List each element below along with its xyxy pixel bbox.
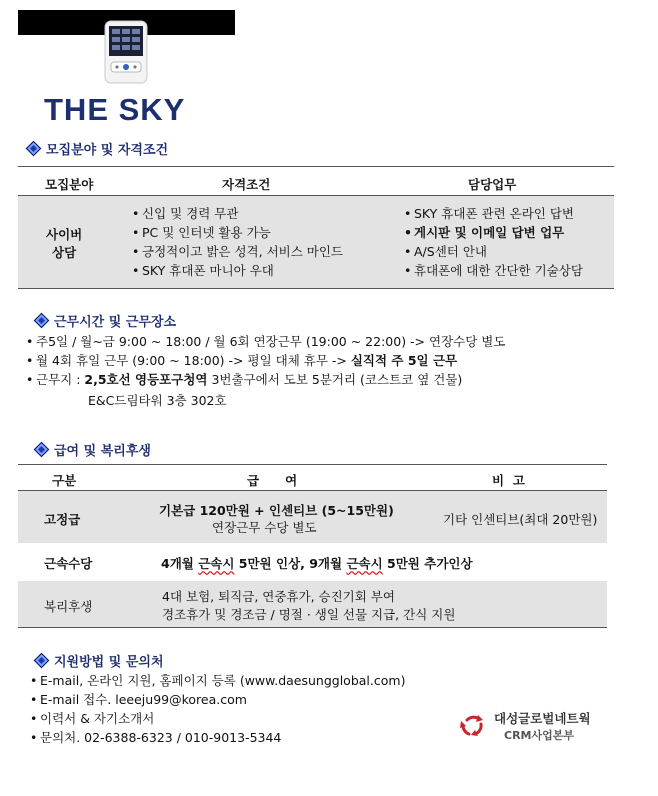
pay-row-label: 복리후생: [44, 599, 93, 614]
list-item: • 이력서 & 자기소개서: [30, 709, 405, 728]
field-line-2: 상담: [52, 245, 77, 260]
pay-fixed-note: 기타 인센티브(최대 20만원): [443, 512, 598, 527]
table-bottom-border: [18, 288, 614, 289]
benefits-line-1: 4대 보험, 퇴직금, 연중휴가, 승진기회 부여: [162, 589, 395, 604]
table-header-field: 모집분야: [45, 177, 94, 192]
hours-highlight: 실직적 주 5일 근무: [350, 353, 458, 368]
hours-list: [26, 332, 505, 389]
pay-table-bottom-border: [18, 627, 607, 628]
section-title-text: 모집분야 및 자격조건: [46, 143, 169, 158]
section-title-pay: [36, 440, 151, 459]
seniority-part: 5만원 추가인상: [382, 556, 473, 571]
seniority-part: 근속시: [198, 556, 235, 571]
table-header-qualification: 자격조건: [222, 177, 271, 192]
list-item: • 문의처. 02-6388-6323 / 010-9013-5344: [30, 728, 405, 747]
location-detail: 3번출구에서 도보 5분거리 (코스트코 옆 건물): [207, 372, 463, 387]
pay-row-seniority: [18, 543, 607, 581]
list-item: • A/S센터 안내: [404, 242, 583, 261]
list-item: • 게시판 및 이메일 답변 업무: [404, 223, 583, 242]
benefits-line-2: 경조휴가 및 경조금 / 명절 · 생일 선물 지급, 간식 지원: [162, 607, 456, 622]
brand-logo-text: THE SKY: [44, 92, 186, 127]
diamond-bullet-icon: [34, 313, 50, 329]
pay-row-fixed: [18, 491, 607, 543]
list-item: • E-mail 접수. leeeju99@korea.com: [30, 690, 405, 709]
section-title-text: 지원방법 및 문의처: [54, 655, 164, 670]
seniority-part: 근속시: [346, 556, 383, 571]
diamond-bullet-icon: [34, 442, 50, 458]
section-title-text: 근무시간 및 근무장소: [54, 315, 177, 330]
hours-text: 월 4회 휴일 근무 (9:00 ~ 18:00) -> 평일 대체 휴무 ->: [36, 353, 351, 368]
location-station: 2,5호선 영등포구청역: [84, 372, 208, 387]
pay-fixed-main: 기본급 120만원 + 인센티브 (5~15만원): [159, 503, 394, 518]
pay-row-label: 근속수당: [44, 556, 93, 571]
list-item: • SKY 휴대폰 마니아 우대: [132, 261, 343, 280]
recruit-row: [18, 196, 614, 288]
list-item: • PC 및 인터넷 활용 가능: [132, 223, 343, 242]
phone-image: [104, 20, 148, 84]
section-title-apply: [36, 651, 164, 670]
list-item: • 주5일 / 월~금 9:00 ~ 18:00 / 월 6회 연장근무 (19:00 ~ 22:00) -> 연장수당 별도: [26, 332, 505, 351]
list-item: • SKY 휴대폰 관련 온라인 답변: [404, 204, 583, 223]
seniority-part: 4개월: [161, 556, 199, 571]
list-item: • 휴대폰에 대한 간단한 기술상담: [404, 261, 583, 280]
recruit-field-cell: [46, 226, 82, 262]
pay-header-salary: 급 여: [247, 473, 298, 488]
pay-fixed-sub: 연장근무 수당 별도: [212, 520, 317, 535]
list-item: [26, 351, 505, 370]
table-header-duties: 담당업무: [468, 177, 517, 192]
table-top-border: [18, 166, 614, 167]
pay-table-top-border: [18, 464, 607, 465]
pay-header-type: 구분: [52, 473, 77, 488]
duties-list: [404, 204, 583, 280]
diamond-bullet-icon: [34, 653, 50, 669]
recycle-logo-icon: [458, 711, 486, 739]
list-item: • 신입 및 경력 무관: [132, 204, 343, 223]
list-item: • E-mail, 온라인 지원, 홈페이지 등록 (www.daesungglobal.com): [30, 671, 405, 690]
location-label: 근무지 :: [36, 372, 85, 387]
pay-header-note: 비 고: [492, 473, 525, 488]
apply-list: [30, 671, 405, 747]
section-title-hours: [36, 311, 176, 330]
company-name: 대성글로벌네트웍: [494, 711, 591, 726]
list-item: [26, 370, 505, 389]
pay-row-label: 고정급: [44, 512, 81, 527]
diamond-bullet-icon: [26, 141, 42, 157]
qualification-list: [132, 204, 343, 280]
location-building: E&C드림타워 3층 302호: [88, 393, 227, 408]
section-title-text: 급여 및 복리후생: [54, 444, 151, 459]
company-division: CRM사업본부: [504, 729, 574, 742]
pay-row-benefits: [18, 581, 607, 627]
seniority-part: 5만원 인상, 9개월: [234, 556, 347, 571]
pay-seniority-text: [161, 554, 473, 572]
list-item: • 긍정적이고 밝은 성격, 서비스 마인드: [132, 242, 343, 261]
field-line-1: 사이버: [46, 227, 83, 242]
section-title-recruit: [28, 139, 168, 158]
